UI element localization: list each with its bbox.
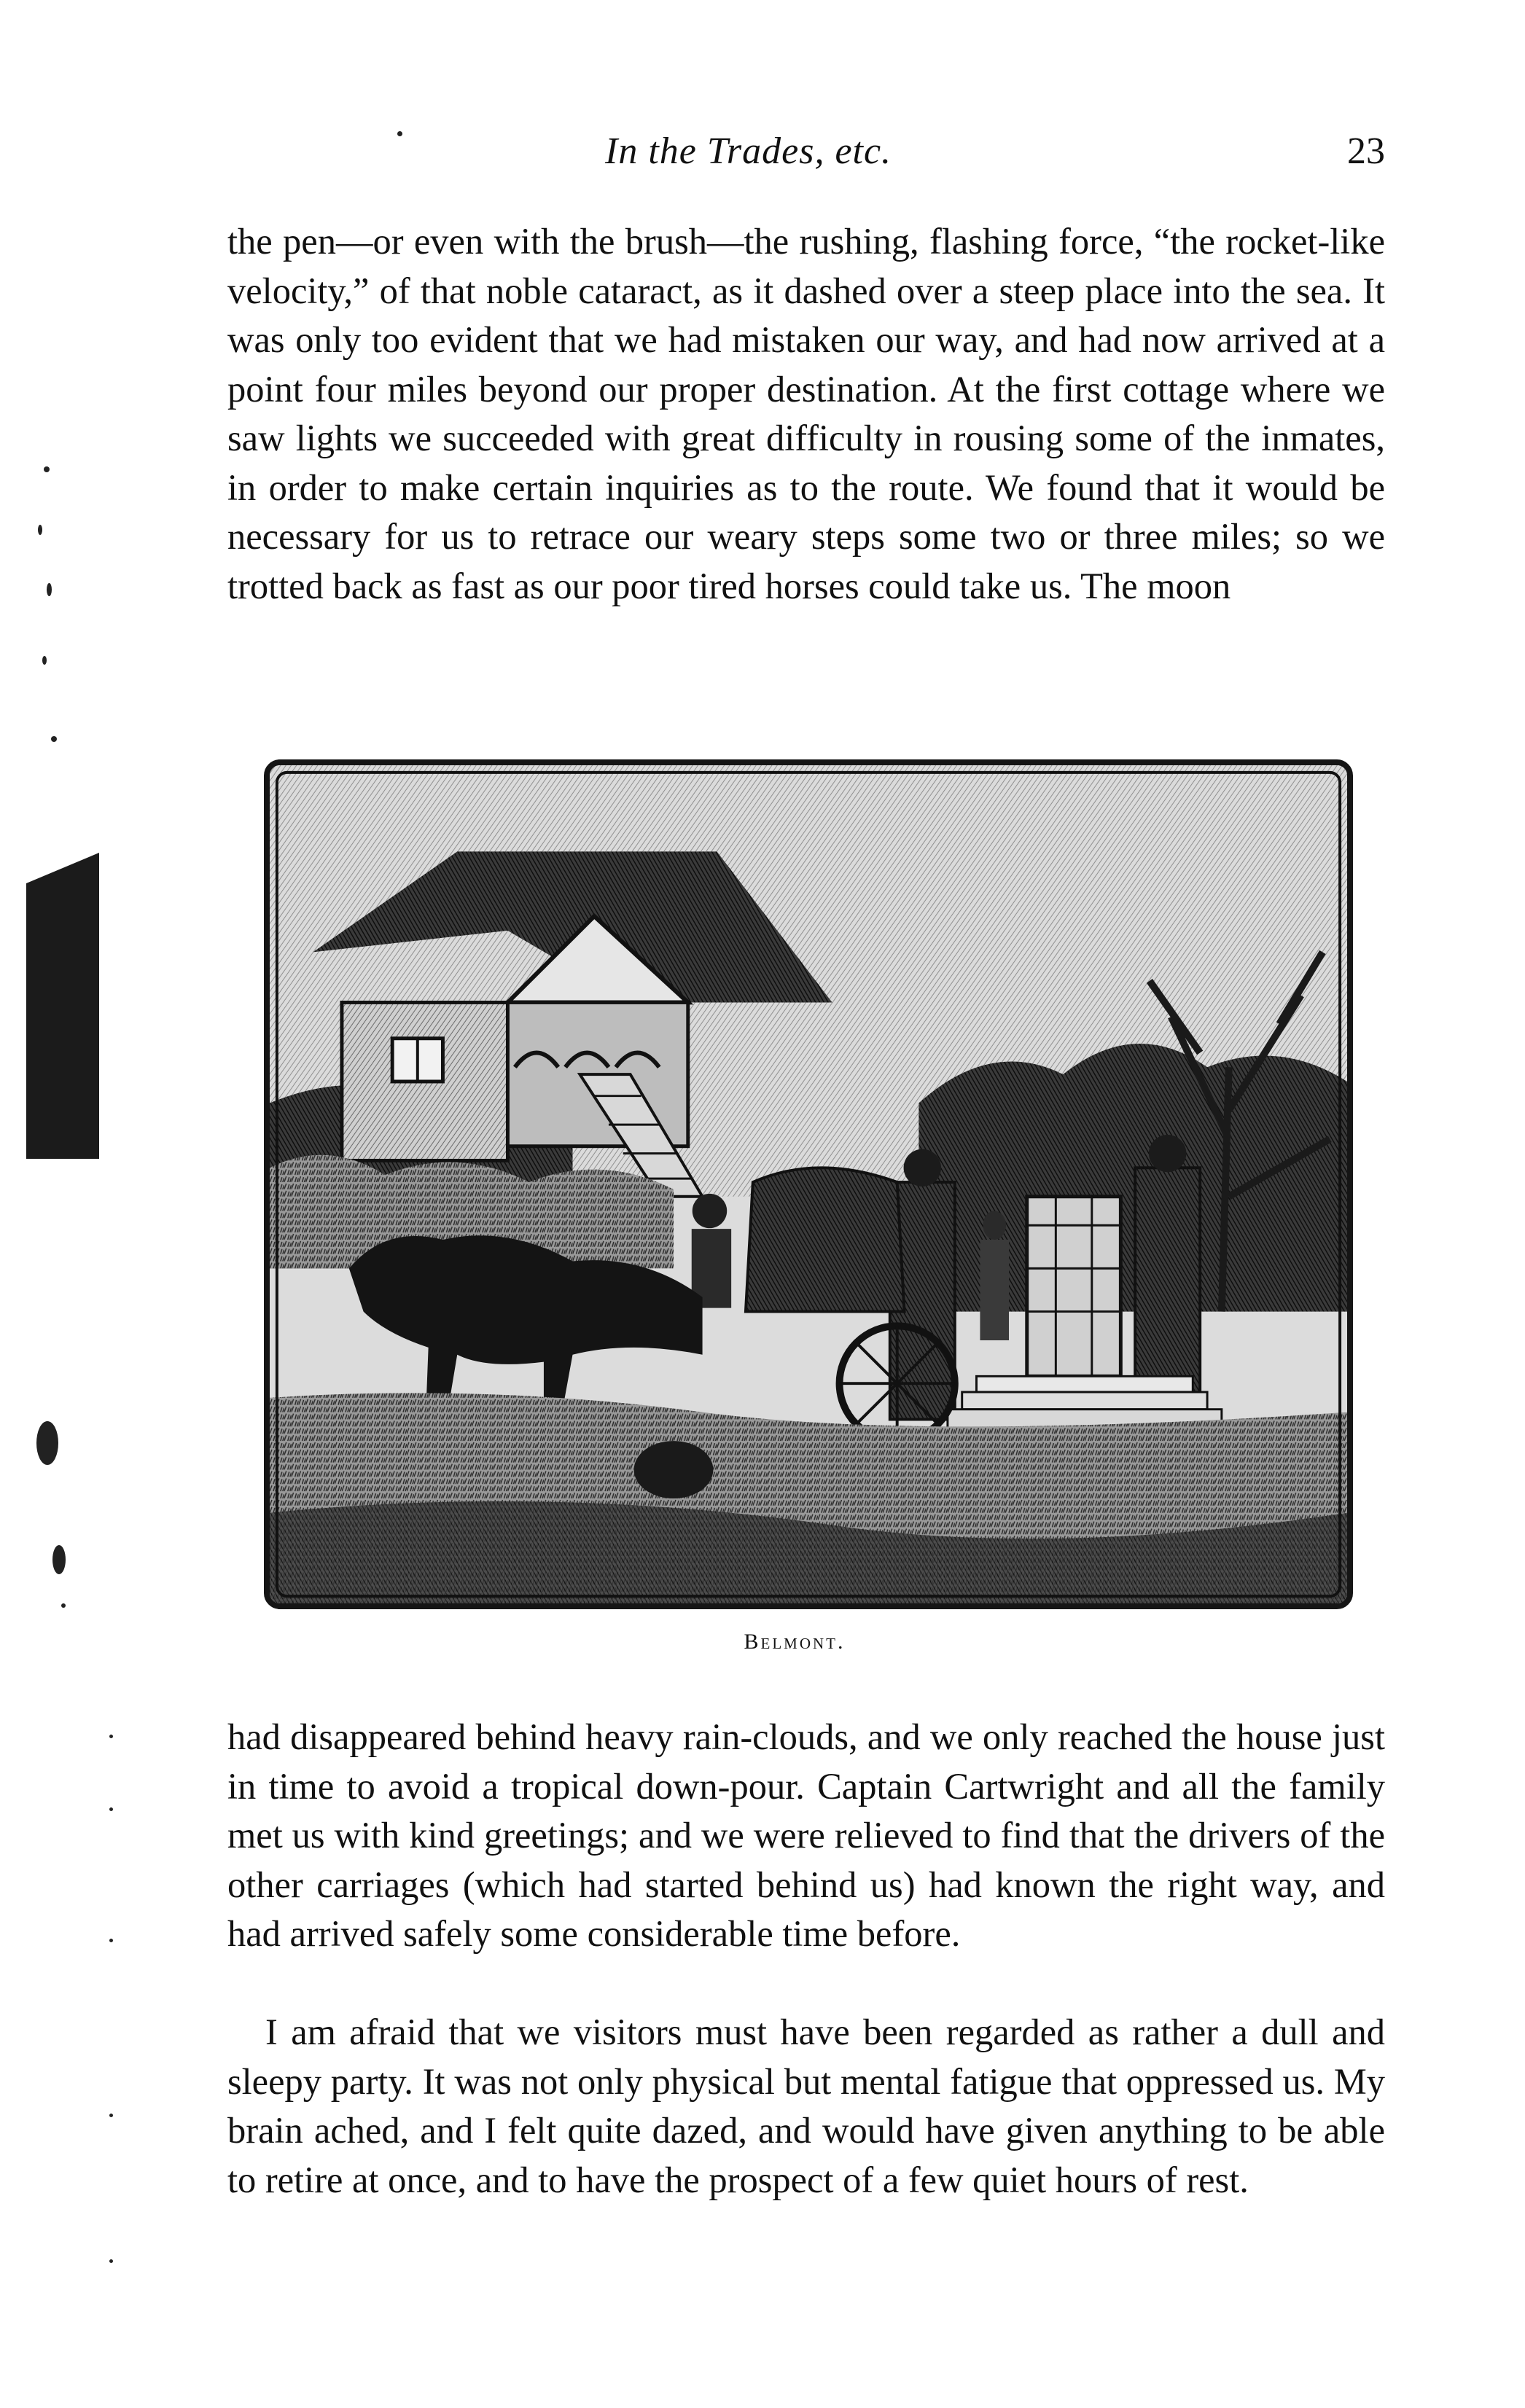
figure-caption: Belmont. (744, 1630, 846, 1654)
scan-speck (109, 1735, 113, 1738)
engraving-drawing (270, 765, 1347, 1603)
scan-edge-shadow (26, 853, 99, 1159)
illustration-belmont (264, 759, 1353, 1609)
scan-speck (61, 1603, 66, 1608)
scan-speck (109, 2259, 113, 2263)
scan-speck (38, 525, 42, 535)
scan-speck (44, 466, 50, 472)
body-paragraph: had disappeared behind heavy rain-clouds, and we only reached the house just in time to avoid a tropical down-pour. Captain Cartwright and all the family met us with kind greetings; and we were relieved to find that the drivers of the other carriages (which had started behind us) had known the right way, and had arrived safely some considerable time before. (227, 1716, 1385, 1954)
body-paragraph: I am afraid that we visitors must have been regarded as rather a dull and sleepy party. It was not only physical but mental fatigue that oppressed us. My brain ached, and I felt quite dazed, and would have given anything to be able to retire at once, and to have the prospect of a few quiet hours of rest. (227, 2012, 1385, 2200)
scan-speck (47, 583, 52, 596)
scan-speck (109, 1807, 113, 1811)
running-head (0, 124, 1525, 182)
running-head-title: In the Trades, etc. (605, 130, 892, 172)
scan-speck (109, 1939, 113, 1942)
scan-speck (36, 1421, 58, 1465)
scan-speck (51, 736, 57, 742)
body-paragraph: the pen—or even with the brush—the rushing, flashing force, “the rocket-like velocity,” of that noble cataract, as it dashed over a steep place into the sea. It was only too evident that we had mistaken our way, and had now arrived at a point four miles beyond our proper destination. At the first cottage where we saw lights we succeeded with great difficulty in rousing some of the inmates, in order to make certain inquiries as to the route. We found that it would be necessary for us to retrace our weary steps some two or three miles; so we trotted back as fast as our poor tired horses could take us. The moon (227, 221, 1385, 606)
scan-speck (52, 1545, 66, 1574)
scan-speck (42, 656, 47, 665)
scan-speck (109, 2114, 113, 2117)
page-number: 23 (1347, 130, 1385, 172)
